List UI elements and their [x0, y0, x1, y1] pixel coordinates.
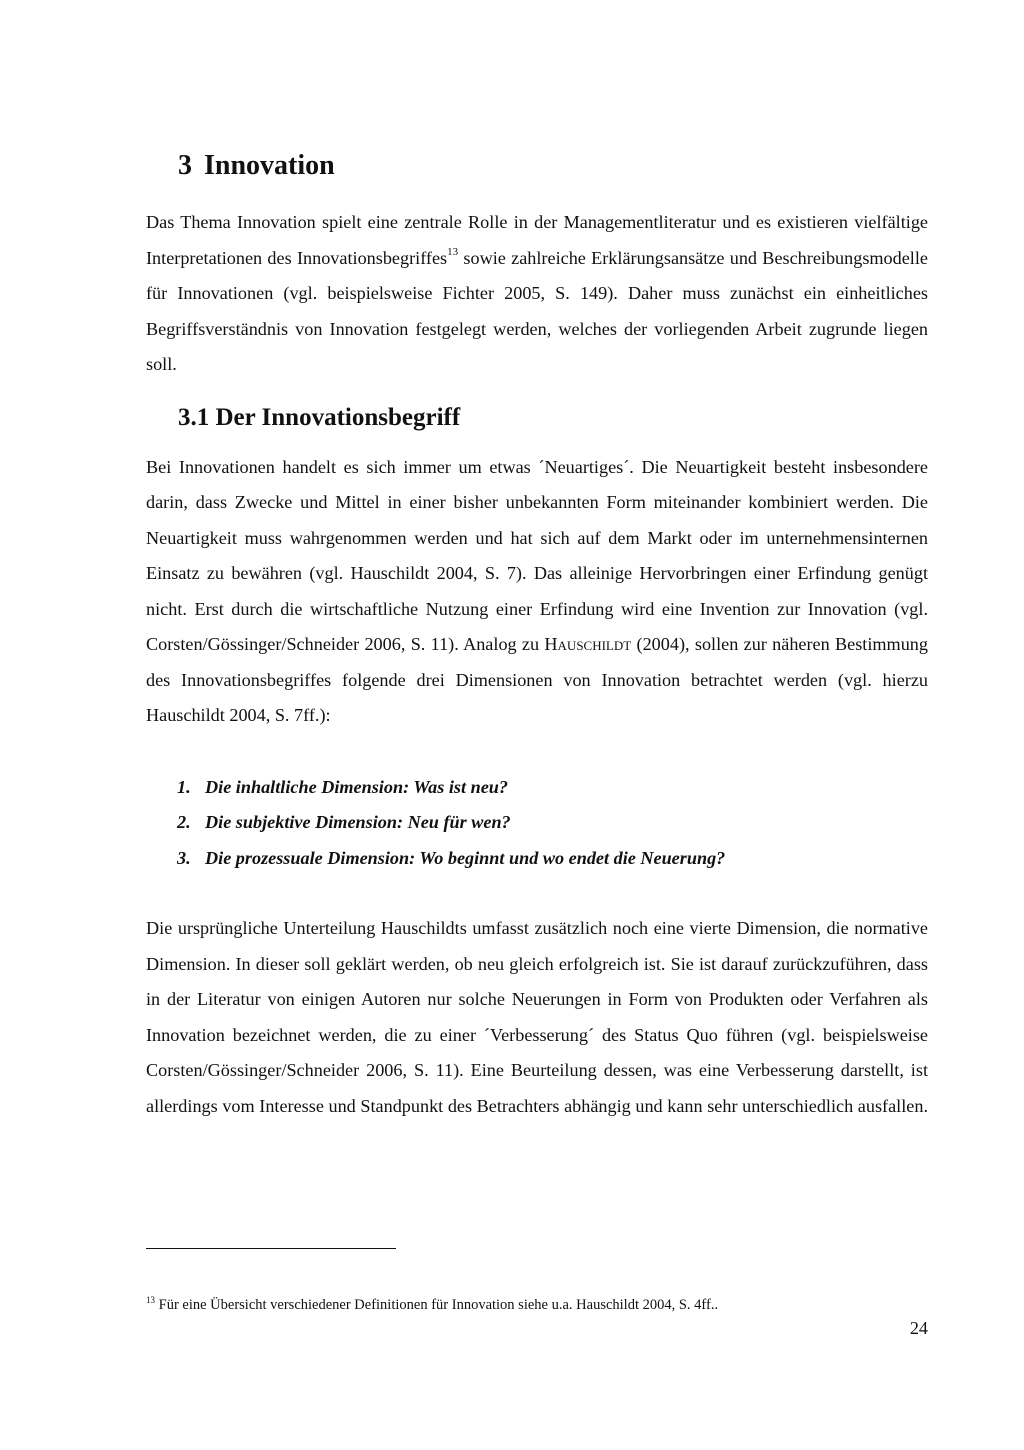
list-item-text: Die inhaltliche Dimension: Was ist neu? [205, 776, 509, 797]
footnote-divider [146, 1248, 396, 1249]
dimensions-list [146, 770, 928, 877]
section-paragraph [146, 450, 928, 734]
page-number: 24 [909, 1318, 928, 1338]
intro-text-end: sowie zahlreiche Erklärungsansätze und Beschreibungsmodelle für Innovationen (vgl. beispielsweise Fichter 2005, S. 149). Daher muss zunächst ein einheitliches Begriffsverständnis von Innovation festgelegt werden, welches der vorliegenden Arbeit zugrunde liegen soll. [146, 247, 928, 374]
intro-paragraph [146, 205, 928, 383]
list-item [146, 770, 928, 806]
list-item-text: Die subjektive Dimension: Neu für wen? [205, 812, 511, 832]
intro-text-start: Das Thema Innovation spielt eine zentrale Rolle in der Managementliteratur und es existieren vielfältige Interpretationen des Innovationsbegriffes [146, 212, 928, 268]
chapter-number: 3 [178, 150, 192, 181]
list-item-number: 2. [177, 812, 191, 832]
section-heading: 3.1 Der Innovationsbegriff [178, 403, 461, 431]
section-text-end: (2004), sollen zur näheren Bestimmung des Innovationsbegriffes folgende drei Dimensionen von Innovation betrachtet werden (vgl. hierzu Hauschildt 2004, S. 7ff.): [146, 634, 928, 725]
list-item [146, 841, 928, 877]
closing-paragraph: Die ursprüngliche Unterteilung Hauschildts umfasst zusätzlich noch eine vierte Dimension, die normative Dimension. In dieser soll geklärt werden, ob neu gleich erfolgreich ist. Sie ist darauf zurückzuführen, dass in der Literatur von einigen Autoren nur solche Neuerungen in Form von Produkten oder Verfahren als Innovation bezeichnet werden, die zu einer ´Verbesserung´ des Status Quo führen (vgl. beispielsweise Corsten/Gössinger/Schneider 2006, S. 11). Eine Beurteilung dessen, was eine Verbesserung darstellt, ist allerdings vom Interesse und Standpunkt des Betrachters abhängig und kann sehr unterschiedlich ausfallen. [146, 918, 928, 1116]
list-item-text: Die prozessuale Dimension: Wo beginnt und wo endet die Neuerung? [205, 847, 726, 868]
chapter-title: Innovation [204, 150, 335, 181]
footnote-text: Für eine Übersicht verschiedener Definitionen für Innovation siehe u.a. Hauschildt 2004, S. 4ff.. [155, 1297, 719, 1313]
list-item [146, 805, 928, 841]
author-name: Hauschildt [544, 634, 632, 654]
list-item-number: 1. [177, 776, 191, 797]
section-text-start: Bei Innovationen handelt es sich immer um etwas ´Neuartiges´. Die Neuartigkeit besteht insbesondere darin, dass Zwecke und Mittel in einer bisher unbekannten Form miteinander kombiniert werden. Die Neuartigkeit muss wahrgenommen werden und hat sich auf dem Markt oder im unternehmensinternen Einsatz zu bewähren (vgl. Hauschildt 2004, S. 7). Das alleinige Hervorbringen einer Erfindung genügt nicht. Erst durch die wirtschaftliche Nutzung einer Erfindung wird eine Invention zur Innovation (vgl. Corsten/Gössinger/Schneider 2006, S. 11). Analog zu [146, 456, 928, 654]
footnote-reference[interactable]: 13 [447, 245, 459, 258]
list-item-number: 3. [177, 847, 191, 868]
chapter-heading [178, 140, 928, 192]
footnote-marker: 13 [146, 1295, 155, 1305]
footnote [146, 1295, 718, 1315]
page-content [146, 140, 928, 1124]
